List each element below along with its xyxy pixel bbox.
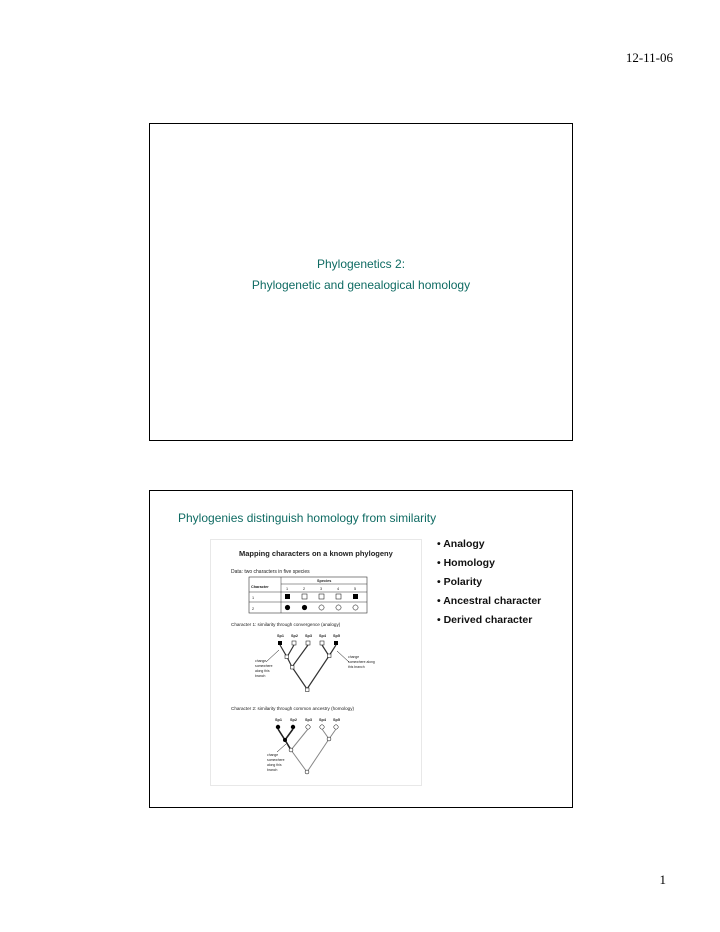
taxon-sp4: Sp4 xyxy=(319,634,326,638)
taxon-sp1: Sp1 xyxy=(277,634,284,638)
taxon-sp2: Sp2 xyxy=(290,718,297,722)
char1-label: Character 1: similarity through convergence (analogy) xyxy=(231,622,341,627)
taxon-sp3: Sp3 xyxy=(305,634,312,638)
title-slide xyxy=(149,123,573,441)
taxon-sp3: Sp3 xyxy=(305,718,312,722)
state-open-circle xyxy=(353,605,358,610)
note-left-1: change somewhere along this branch xyxy=(255,659,273,678)
row-label-2: 2 xyxy=(252,607,255,611)
state-open-circle xyxy=(319,605,324,610)
state-filled-square xyxy=(285,594,290,599)
state-open-square xyxy=(319,594,324,599)
taxon-sp1: Sp1 xyxy=(275,718,282,722)
convergence-tree xyxy=(255,634,376,692)
state-filled-circle xyxy=(285,605,290,610)
state-open-circle xyxy=(336,605,341,610)
slide-title-line1: Phylogenetics 2: xyxy=(316,257,406,271)
character-header: Character xyxy=(251,585,269,589)
taxon-sp4: Sp4 xyxy=(319,718,326,722)
page-number: 1 xyxy=(659,872,666,887)
bullet-ancestral-character: • Ancestral character xyxy=(437,595,542,607)
figure-heading: Mapping characters on a known phylogeny xyxy=(239,549,393,558)
bullet-polarity: • Polarity xyxy=(437,576,483,588)
bullet-analogy: • Analogy xyxy=(437,538,485,550)
phylogeny-diagram xyxy=(211,540,421,785)
state-filled-circle xyxy=(302,605,307,610)
species-col-5: 5 xyxy=(354,587,357,591)
species-col-2: 2 xyxy=(303,587,306,591)
data-label: Data: two characters in five species xyxy=(231,569,310,575)
species-col-4: 4 xyxy=(337,587,340,591)
page-date: 12-11-06 xyxy=(625,50,673,65)
character-table xyxy=(249,577,367,613)
note-2: change somewhere along this branch xyxy=(267,753,285,772)
species-header: Species xyxy=(317,579,332,583)
bullet-derived-character: • Derived character xyxy=(437,614,533,626)
taxon-sp2: Sp2 xyxy=(291,634,298,638)
row-label-1: 1 xyxy=(252,596,255,600)
state-filled-square xyxy=(353,594,358,599)
slide-title-line2: Phylogenetic and genealogical homology xyxy=(251,278,471,292)
note-right-1: change somewhere along this branch xyxy=(348,655,375,669)
taxon-sp5: Sp5 xyxy=(333,718,340,722)
bullet-homology: • Homology xyxy=(437,557,495,569)
state-open-square xyxy=(302,594,307,599)
slide-heading: Phylogenies distinguish homology from similarity xyxy=(178,511,437,525)
phylogeny-figure xyxy=(210,539,422,786)
taxon-sp5: Sp5 xyxy=(333,634,340,638)
bullet-list xyxy=(437,538,541,633)
species-col-1: 1 xyxy=(286,587,289,591)
homology-tree xyxy=(267,718,340,774)
species-col-3: 3 xyxy=(320,587,323,591)
content-slide xyxy=(149,490,573,808)
char2-label: Character 2: similarity through common ancestry (homology) xyxy=(231,706,355,711)
state-open-square xyxy=(336,594,341,599)
